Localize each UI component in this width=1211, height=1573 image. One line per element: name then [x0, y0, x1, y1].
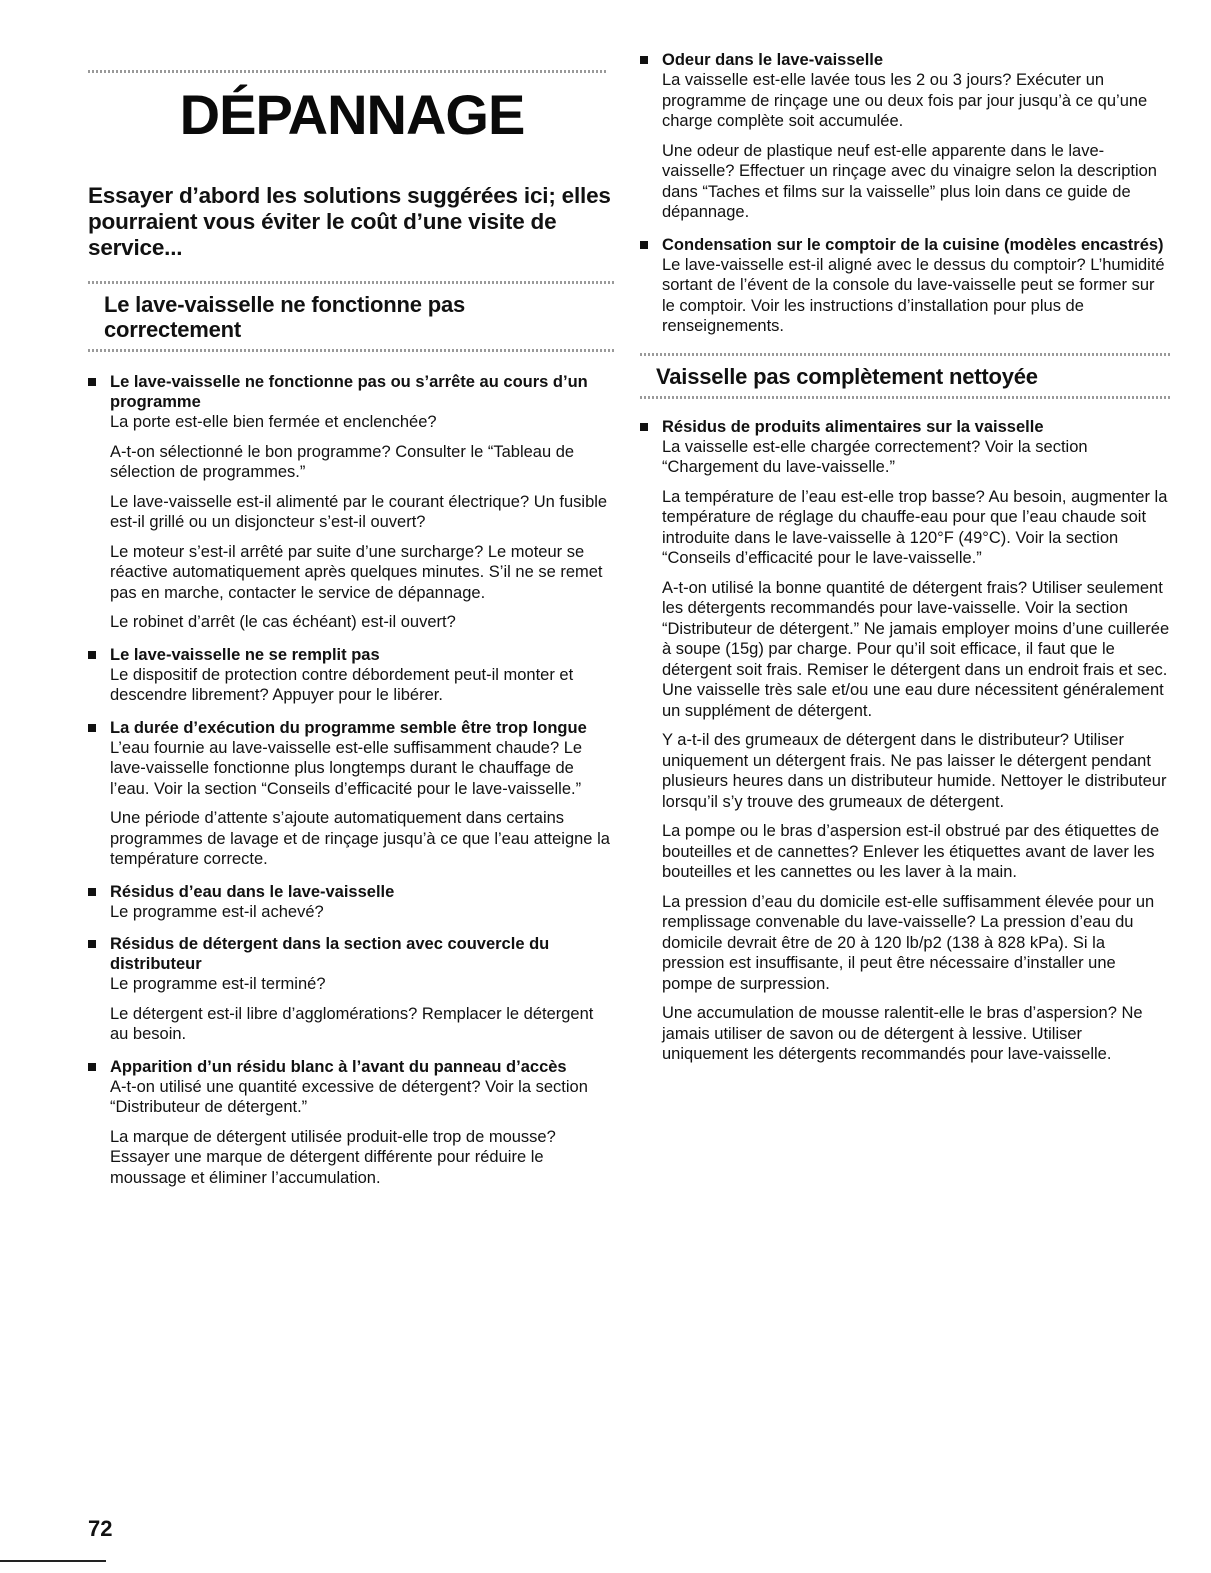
item-paragraph: L’eau fournie au lave-vaisselle est-elle suffisamment chaude? Le lave-vaisselle fonctionne plus longtemps durant le chauffage de l’eau. Voir la section “Conseils d’efficacité pour le lave-vaisselle.”: [110, 738, 583, 798]
item-paragraph: La porte est-elle bien fermée et enclenchée?: [110, 413, 437, 431]
bullet-icon: [640, 241, 648, 249]
item-paragraph: Une période d’attente s’ajoute automatiquement dans certains programmes de lavage et de rinçage jusqu’à ce que l’eau atteigne la température correcte.: [110, 809, 610, 868]
item-paragraph: La marque de détergent utilisée produit-elle trop de mousse? Essayer une marque de détergent différente pour réduire le moussage et éliminer l’accumulation.: [110, 1127, 556, 1187]
bullet-icon: [88, 378, 96, 386]
section-heading: Vaisselle pas complètement nettoyée: [656, 363, 1038, 389]
item-paragraph: Le lave-vaisselle est-il alimenté par le courant électrique? Un fusible est-il grillé ou un disjoncteur s’est-il ouvert?: [110, 492, 608, 531]
item-paragraph: Y a-t-il des grumeaux de détergent dans le distributeur? Utiliser uniquement un détergent frais. Ne pas laisser le détergent pendant plusieurs heures dans un distributeur humide. Nettoyer le distributeur lorsqu’il s’y trouve des grumeaux de détergent.: [662, 731, 1167, 811]
item-paragraph: La température de l’eau est-elle trop basse? Au besoin, augmenter la température de réglage du chauffe-eau pour que l’eau chaude soit introduite dans le lave-vaisselle à 120°F (49°C). Voir la section “Conseils d’efficacité pour le lave-vaisselle.”: [662, 487, 1168, 567]
item-paragraph: Une odeur de plastique neuf est-elle apparente dans le lave-vaisselle? Effectuer un rinçage avec du vinaigre selon la description dans “Taches et films sur la vaisselle” plus loin dans ce guide de dépannage.: [662, 141, 1157, 221]
list-item: [88, 1057, 616, 1189]
item-paragraph: Le programme est-il achevé?: [110, 902, 324, 921]
bullet-icon: [88, 724, 96, 732]
list-item: [88, 645, 616, 706]
item-paragraph: La vaisselle est-elle chargée correctement? Voir la section “Chargement du lave-vaisselle.”: [662, 437, 1088, 476]
item-paragraph: La vaisselle est-elle lavée tous les 2 ou 3 jours? Exécuter un programme de rinçage une ou deux fois par jour jusqu’à ce qu’une charge complète soit accumulée.: [662, 71, 1148, 130]
intro-text: Essayer d’abord les solutions suggérées ici; elles pourraient vous éviter le coût d’une visite de service...: [88, 183, 611, 260]
item-paragraph: Une accumulation de mousse ralentit-elle le bras d’aspersion? Ne jamais utiliser de savon ou de détergent à lessive. Utiliser uniquement les détergents recommandés pour lave-vaisselle.: [662, 1004, 1143, 1063]
page-number: 72: [88, 1516, 113, 1541]
item-title: Résidus de détergent dans la section avec couvercle du distributeur: [110, 935, 550, 973]
item-title: Le lave-vaisselle ne se remplit pas: [110, 645, 380, 664]
item-title: La durée d’exécution du programme semble être trop longue: [110, 718, 587, 737]
item-title: Apparition d’un résidu blanc à l’avant du panneau d’accès: [110, 1057, 567, 1076]
item-title: Résidus d’eau dans le lave-vaisselle: [110, 882, 395, 901]
page-title: DÉPANNAGE: [179, 83, 525, 146]
item-paragraph: A-t-on sélectionné le bon programme? Consulter le “Tableau de sélection de programmes.”: [110, 442, 575, 481]
item-title: Condensation sur le comptoir de la cuisine (modèles encastrés): [662, 235, 1164, 254]
section-heading: Le lave-vaisselle ne fonctionne pas correctement: [104, 292, 466, 342]
item-paragraph: Le lave-vaisselle est-il aligné avec le dessus du comptoir? L’humidité sortant de l’évent de la console du lave-vaisselle peut se former sur le comptoir. Voir les instructions d’installation pour plus de renseignements.: [662, 255, 1165, 335]
list-item: [640, 417, 1170, 1065]
list-item: [88, 718, 616, 870]
item-title: Résidus de produits alimentaires sur la vaisselle: [662, 417, 1044, 436]
item-paragraph: La pompe ou le bras d’aspersion est-il obstrué par des étiquettes de bouteilles et de cannettes? Enlever les étiquettes avant de laver les bouteilles et les cannettes ou les laver à la main.: [662, 822, 1160, 881]
item-paragraph: Le programme est-il terminé?: [110, 975, 326, 993]
bullet-icon: [88, 651, 96, 659]
bullet-icon: [88, 940, 96, 948]
list-item: [88, 934, 616, 1045]
left-column: [88, 0, 616, 1188]
item-paragraph: Le robinet d’arrêt (le cas échéant) est-il ouvert?: [110, 613, 456, 631]
right-column: [640, 0, 1170, 1065]
item-title: Le lave-vaisselle ne fonctionne pas ou s’arrête au cours d’un programme: [110, 373, 588, 411]
title-rule: [88, 70, 608, 73]
item-paragraph: A-t-on utilisé une quantité excessive de détergent? Voir la section “Distributeur de détergent.”: [110, 1077, 588, 1116]
bullet-icon: [640, 56, 648, 64]
item-paragraph: Le détergent est-il libre d’agglomérations? Remplacer le détergent au besoin.: [110, 1004, 594, 1043]
list-item: [640, 235, 1170, 337]
bullet-icon: [88, 1063, 96, 1071]
list-item: [88, 372, 616, 633]
item-paragraph: La pression d’eau du domicile est-elle suffisamment élevée pour un remplissage convenable du lave-vaisselle? La pression d’eau du domicile devrait être de 20 à 120 lb/p2 (138 à 828 kPa). Si la pression est insuffisante, il peut être nécessaire d’installer une pompe de surpression.: [662, 892, 1155, 993]
bullet-icon: [640, 423, 648, 431]
item-title: Odeur dans le lave-vaisselle: [662, 51, 884, 69]
item-paragraph: Le moteur s’est-il arrêté par suite d’une surcharge? Le moteur se réactive automatiquement après quelques minutes. S’il ne se remet pas en marche, contacter le service de dépannage.: [110, 542, 603, 602]
footer-rule: [0, 1560, 106, 1562]
item-paragraph: A-t-on utilisé la bonne quantité de détergent frais? Utiliser seulement les détergents recommandés pour lave-vaisselle. Voir la section “Distributeur de détergent.” Ne jamais employer moins d’une cuillerée à soupe (15g) par charge. Pour qu’il soit efficace, il faut que le détergent soit frais. Remiser le détergent dans un endroit frais et sec. Une vaisselle très sale et/ou une eau dure nécessitent généralement un supplément de détergent.: [662, 578, 1170, 720]
list-item: [640, 50, 1170, 223]
item-paragraph: Le dispositif de protection contre débordement peut-il monter et descendre librement? Appuyer pour le libérer.: [110, 665, 574, 704]
list-item: [88, 882, 616, 923]
bullet-icon: [88, 888, 96, 896]
